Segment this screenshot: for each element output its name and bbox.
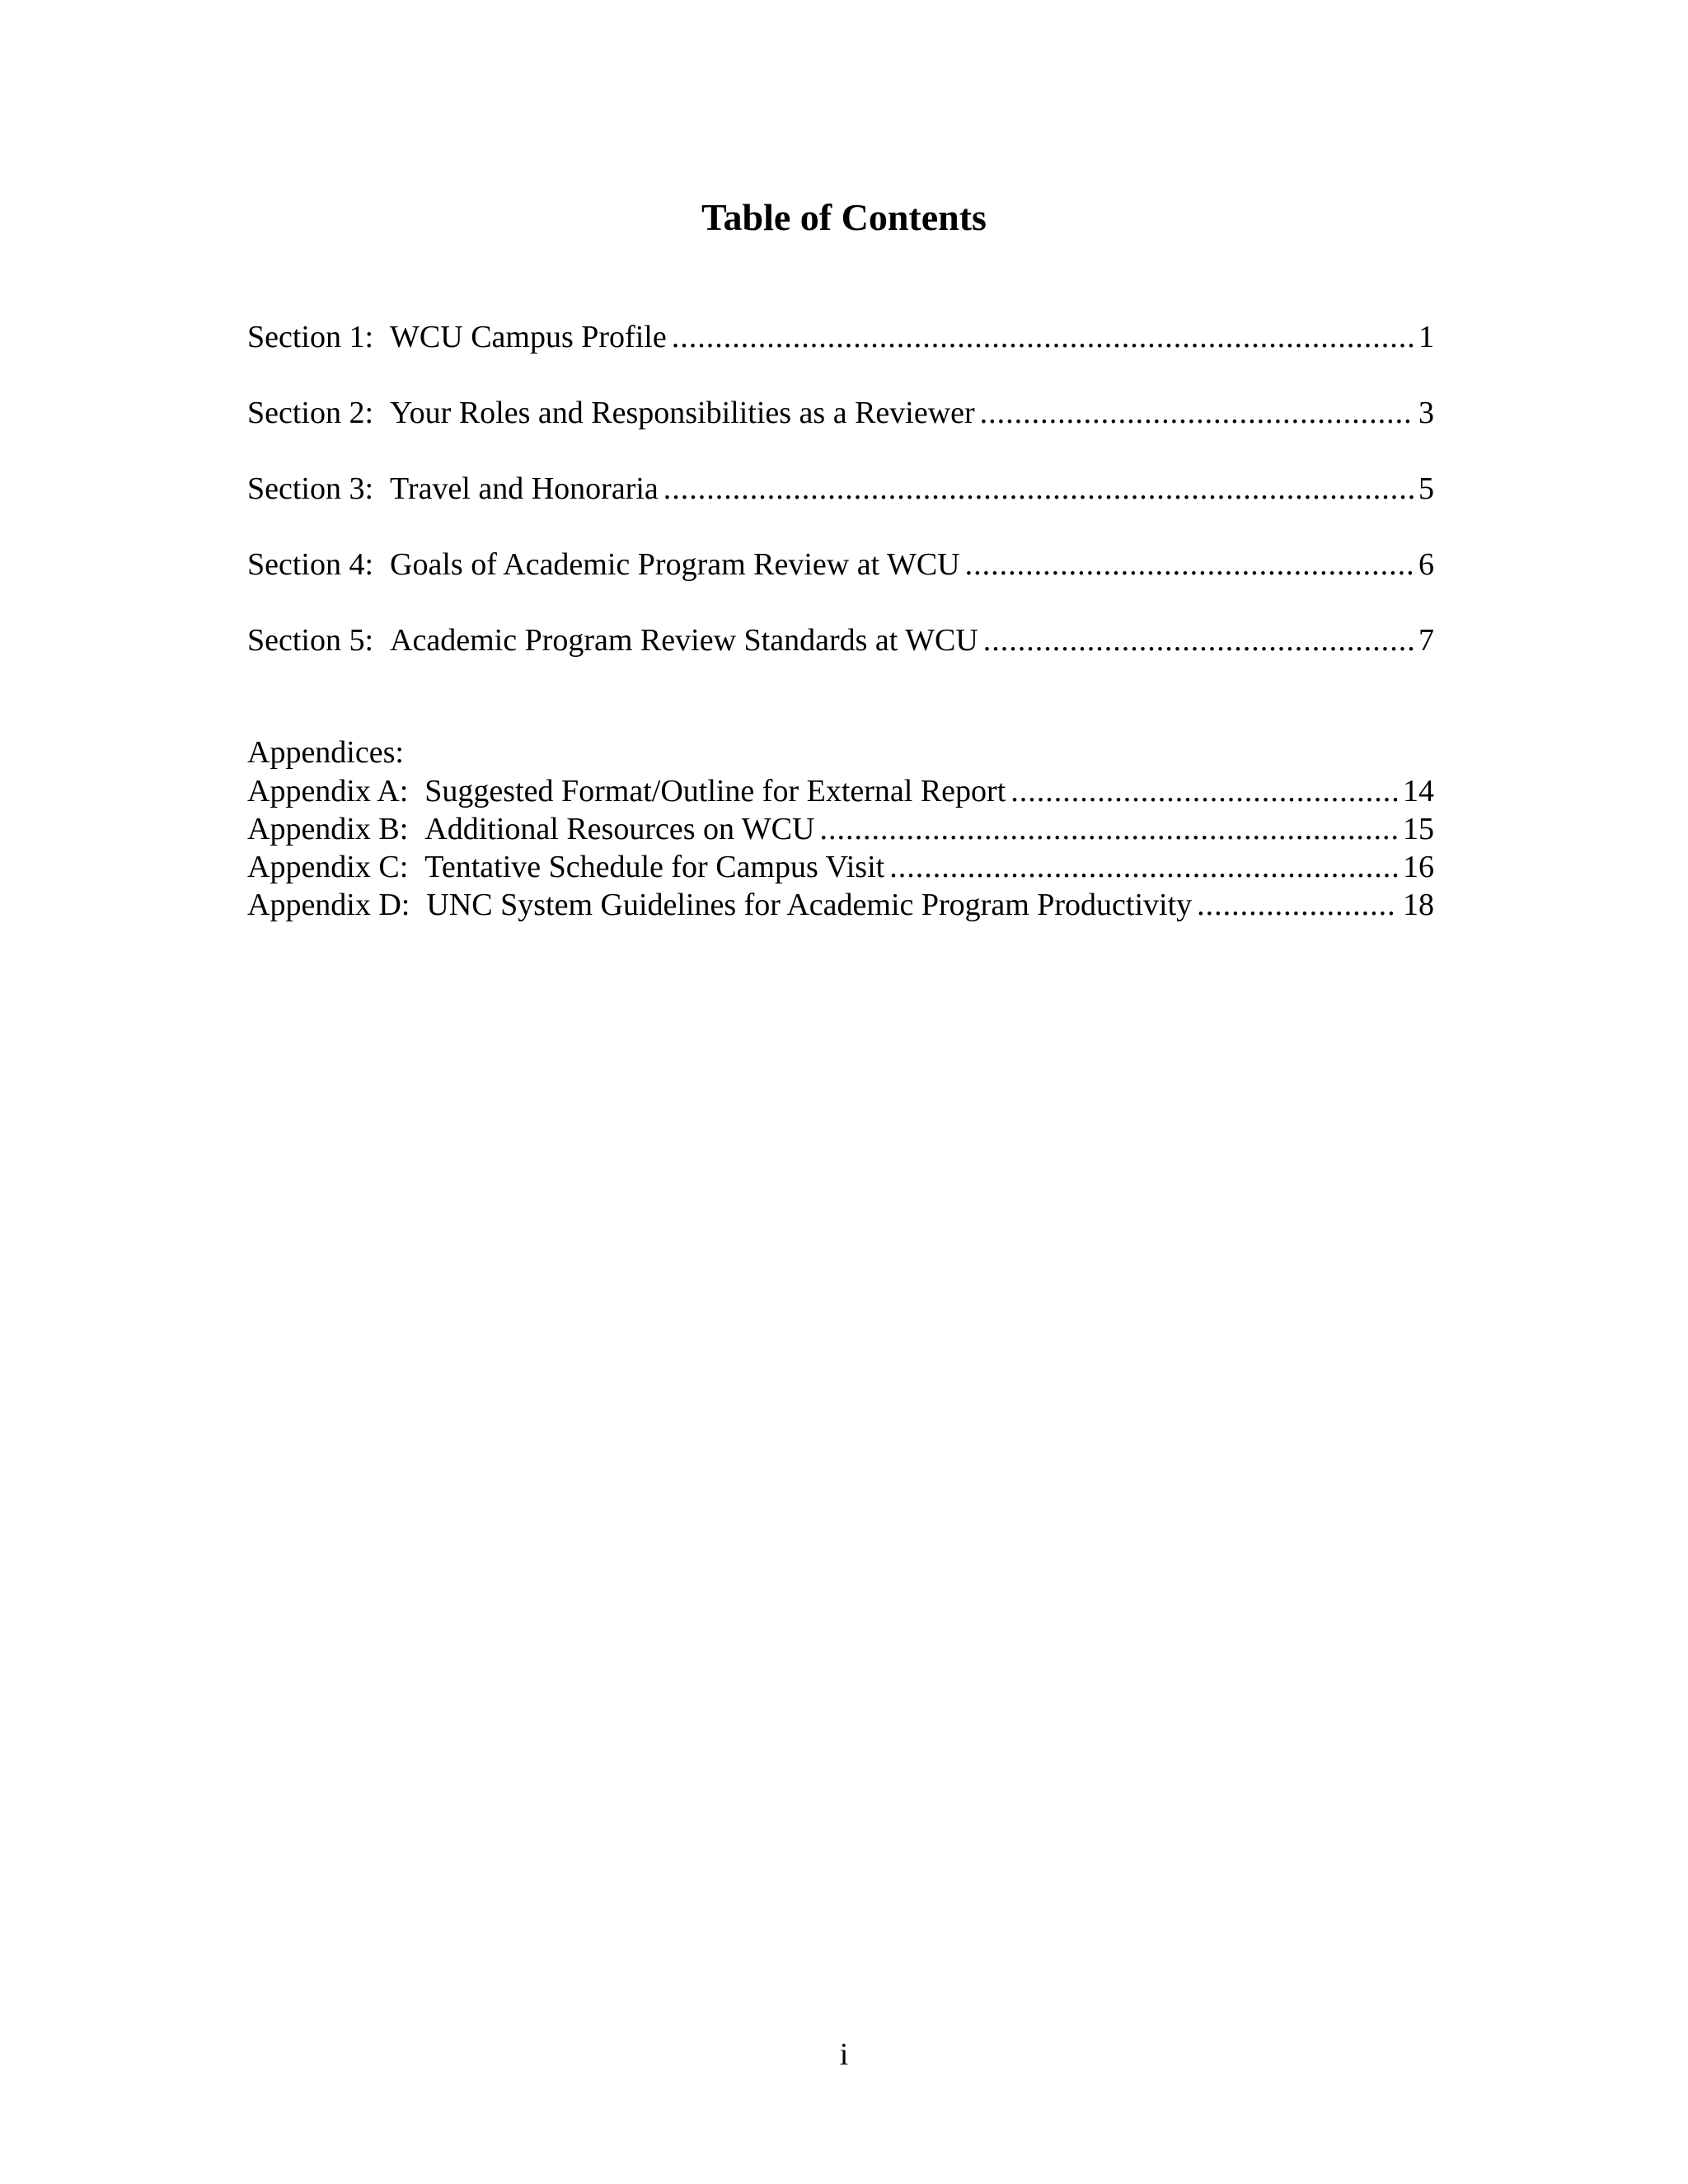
page-title: Table of Contents (701, 196, 987, 238)
toc-entry-prefix: Section 3: (247, 471, 374, 506)
toc-entry-page: 18 (1403, 888, 1434, 922)
toc-entry-title: Goals of Academic Program Review at WCU (390, 547, 960, 582)
toc-entry-section-4[interactable] (247, 546, 1434, 583)
toc-entry-title: WCU Campus Profile (390, 320, 667, 354)
toc-entry-prefix: Appendix B: (247, 812, 409, 846)
toc-entry-section-3[interactable] (247, 470, 1434, 508)
dot-leader (983, 621, 1414, 659)
toc-entry-label (247, 848, 884, 886)
toc-entry-section-1[interactable] (247, 318, 1434, 356)
toc-entry-prefix: Appendix A: (247, 774, 409, 808)
toc-entry-appendix-d[interactable] (247, 886, 1434, 924)
dot-leader (1010, 772, 1398, 810)
appendices-heading: Appendices: (247, 735, 404, 770)
dot-leader (672, 318, 1414, 356)
toc-entry-title: UNC System Guidelines for Academic Program Productivity (426, 888, 1193, 922)
toc-entry-page: 5 (1418, 471, 1434, 506)
toc-entry-title: Travel and Honoraria (390, 471, 659, 506)
toc-entry-appendix-c[interactable] (247, 848, 1434, 886)
toc-entry-prefix: Appendix D: (247, 888, 410, 922)
toc-entry-prefix: Section 2: (247, 396, 374, 430)
toc-entry-title: Academic Program Review Standards at WCU (390, 623, 978, 658)
toc-entry-page: 7 (1418, 623, 1434, 658)
toc-entry-appendix-a[interactable] (247, 772, 1434, 810)
toc-entry-page: 14 (1403, 774, 1434, 808)
toc-entry-prefix: Section 4: (247, 547, 374, 582)
toc-entry-label (247, 394, 975, 432)
dot-leader (819, 810, 1398, 848)
toc-entry-page: 3 (1418, 396, 1434, 430)
toc-entry-section-5[interactable] (247, 621, 1434, 659)
toc-entry-page: 15 (1403, 812, 1434, 846)
dot-leader (889, 848, 1398, 886)
toc-entry-page: 1 (1418, 320, 1434, 354)
toc-entry-label (247, 621, 978, 659)
toc-entry-section-2[interactable] (247, 394, 1434, 432)
toc-entry-prefix: Section 5: (247, 623, 374, 658)
dot-leader (663, 470, 1414, 508)
toc-entry-appendix-b[interactable] (247, 810, 1434, 848)
toc-entry-title: Additional Resources on WCU (424, 812, 815, 846)
dot-leader (965, 546, 1414, 583)
toc-entry-title: Your Roles and Responsibilities as a Reviewer (390, 396, 975, 430)
toc-entry-prefix: Appendix C: (247, 850, 409, 884)
toc-entry-label (247, 470, 659, 508)
toc-entry-label (247, 318, 667, 356)
dot-leader (980, 394, 1414, 432)
toc-entry-prefix: Section 1: (247, 320, 374, 354)
toc-entry-label (247, 810, 814, 848)
toc-entry-title: Tentative Schedule for Campus Visit (424, 850, 885, 884)
toc-entry-page: 16 (1403, 850, 1434, 884)
toc-entry-title: Suggested Format/Outline for External Report (424, 774, 1006, 808)
footer-page-number: i (839, 2037, 849, 2072)
toc-entry-label (247, 772, 1006, 810)
toc-entry-label (247, 546, 960, 583)
toc-entry-label (247, 886, 1192, 924)
dot-leader (1197, 886, 1398, 924)
toc-entry-page: 6 (1418, 547, 1434, 582)
